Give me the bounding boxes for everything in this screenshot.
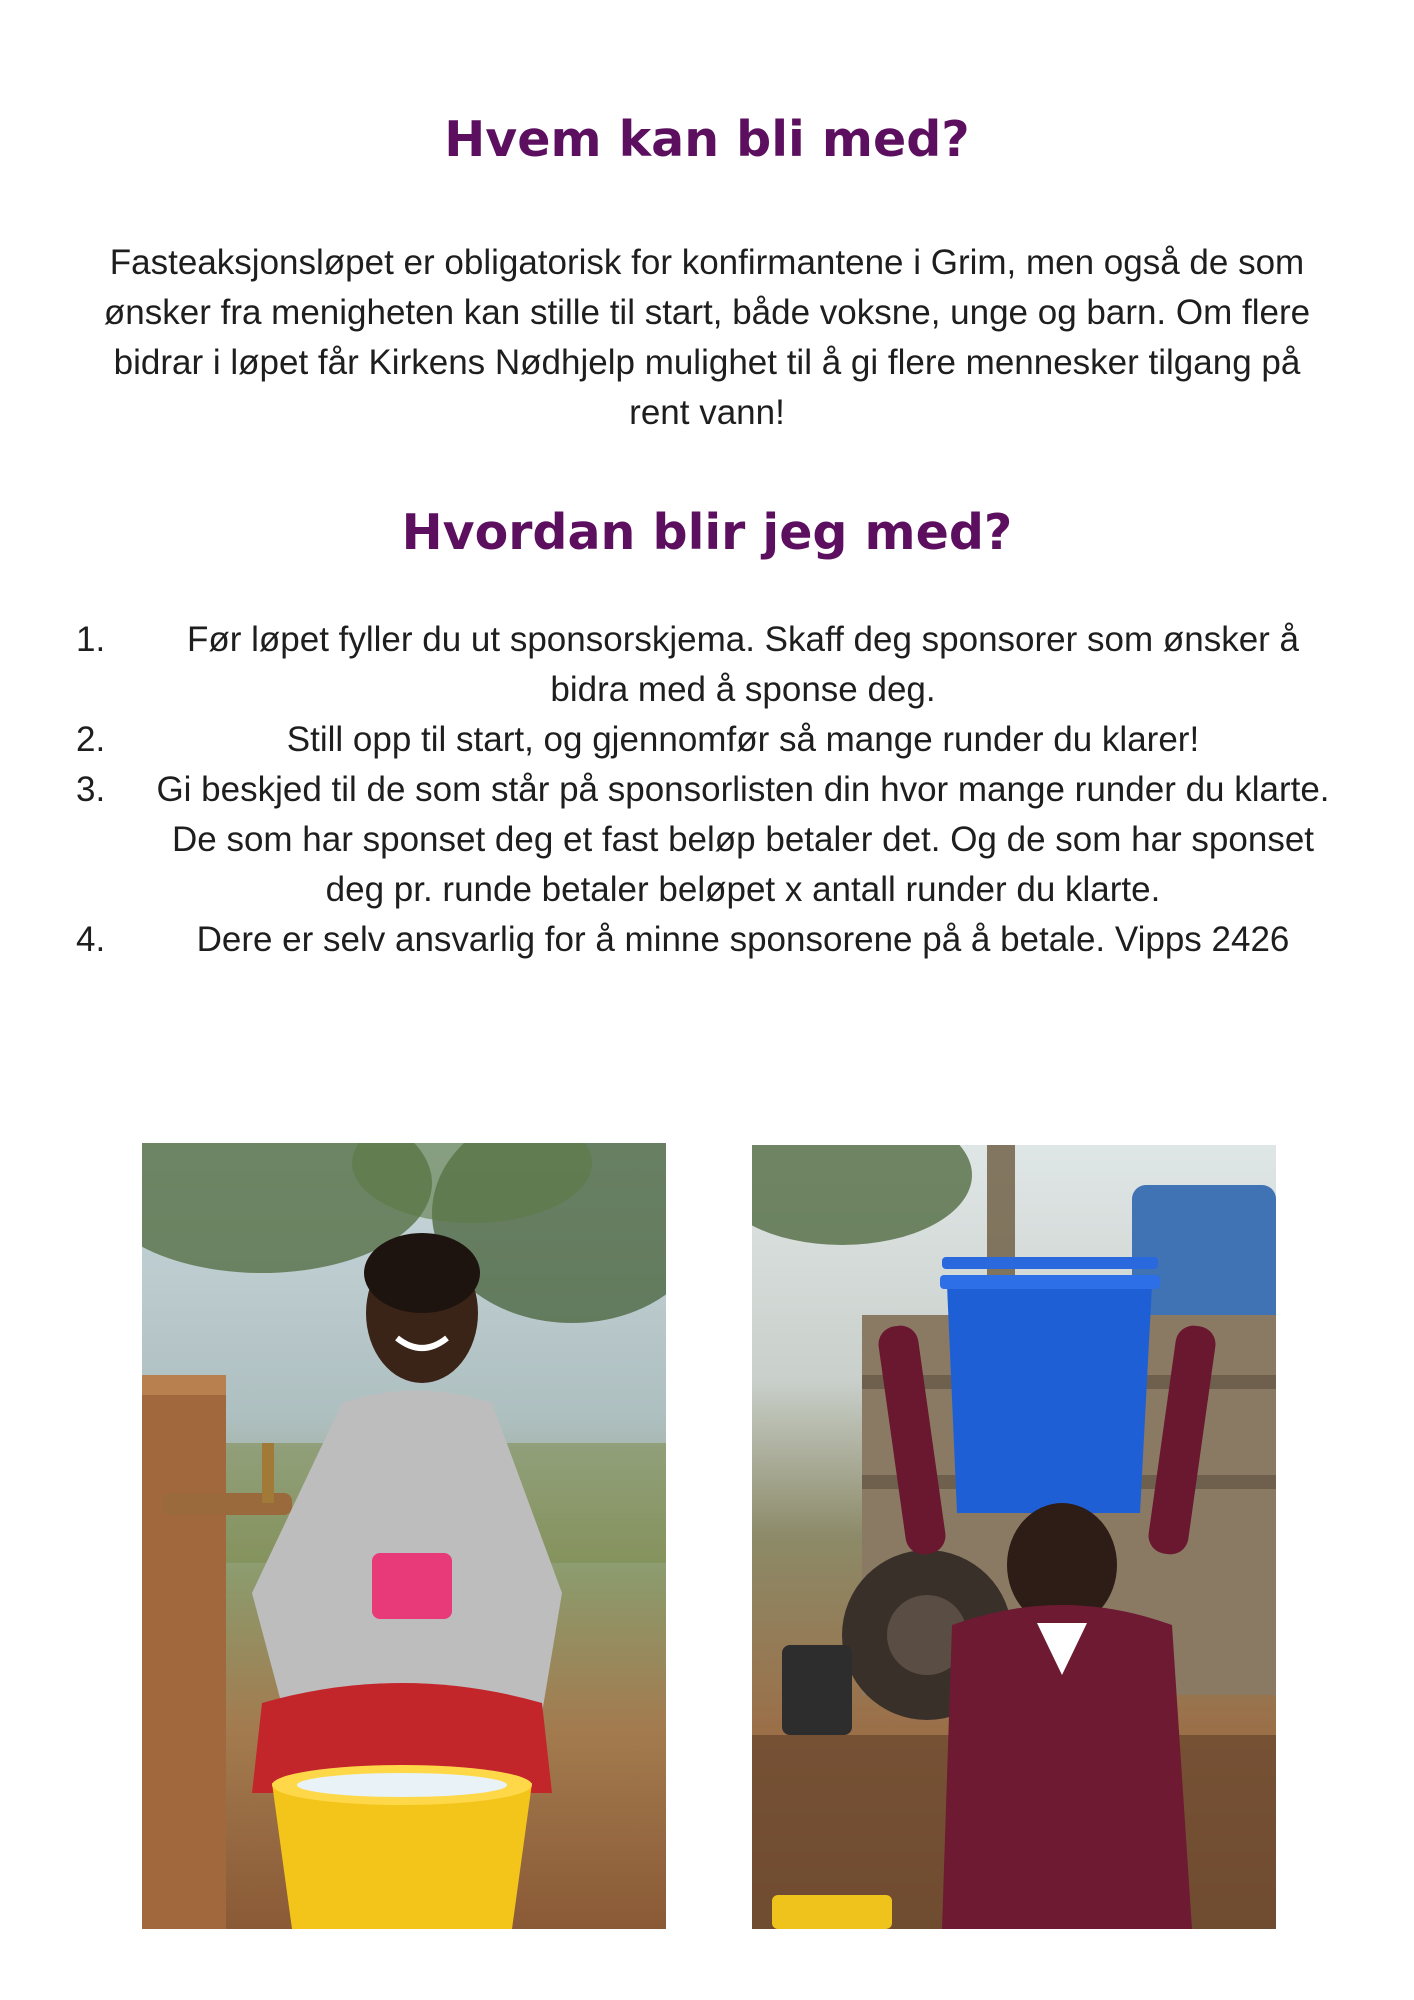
list-item (70, 615, 1340, 715)
list-item (70, 765, 1340, 915)
heading-how-to-join: Hvordan blir jeg med? (401, 504, 1013, 561)
step-text: Still opp til start, og gjennomfør så mange runder du klarer! (286, 720, 1200, 759)
steps-list (70, 615, 1340, 965)
step-number: 4. (76, 920, 106, 959)
intro-paragraph: Fasteaksjonsløpet er obligatorisk for konfirmantene i Grim, men også de som ønsker fra menigheten kan stille til start, både voksne, unge og barn. Om flere bidrar i løpet får Kirkens Nødhjelp mulighet til å gi flere mennesker tilgang på rent vann! (103, 243, 1311, 432)
step-number: 2. (76, 720, 106, 759)
list-item (70, 915, 1340, 965)
step-number: 1. (76, 620, 106, 659)
list-item (70, 715, 1340, 765)
heading-who-can-join: Hvem kan bli med? (444, 111, 970, 168)
step-text: Dere er selv ansvarlig for å minne sponsorene på å betale. Vipps 2426 (196, 920, 1290, 959)
step-text: Før løpet fyller du ut sponsorskjema. Skaff deg sponsorer som ønsker å bidra med å sponse deg. (186, 620, 1300, 709)
photo-boy-carrying-bucket (752, 1145, 1276, 1929)
photo-girl-at-water-tap (142, 1143, 666, 1929)
step-text: Gi beskjed til de som står på sponsorlisten din hvor mange runder du klarte. De som har sponset deg et fast beløp betaler det. Og de som har sponset deg pr. runde betaler beløpet x antall runder du klarte. (156, 770, 1330, 909)
step-number: 3. (76, 770, 106, 809)
